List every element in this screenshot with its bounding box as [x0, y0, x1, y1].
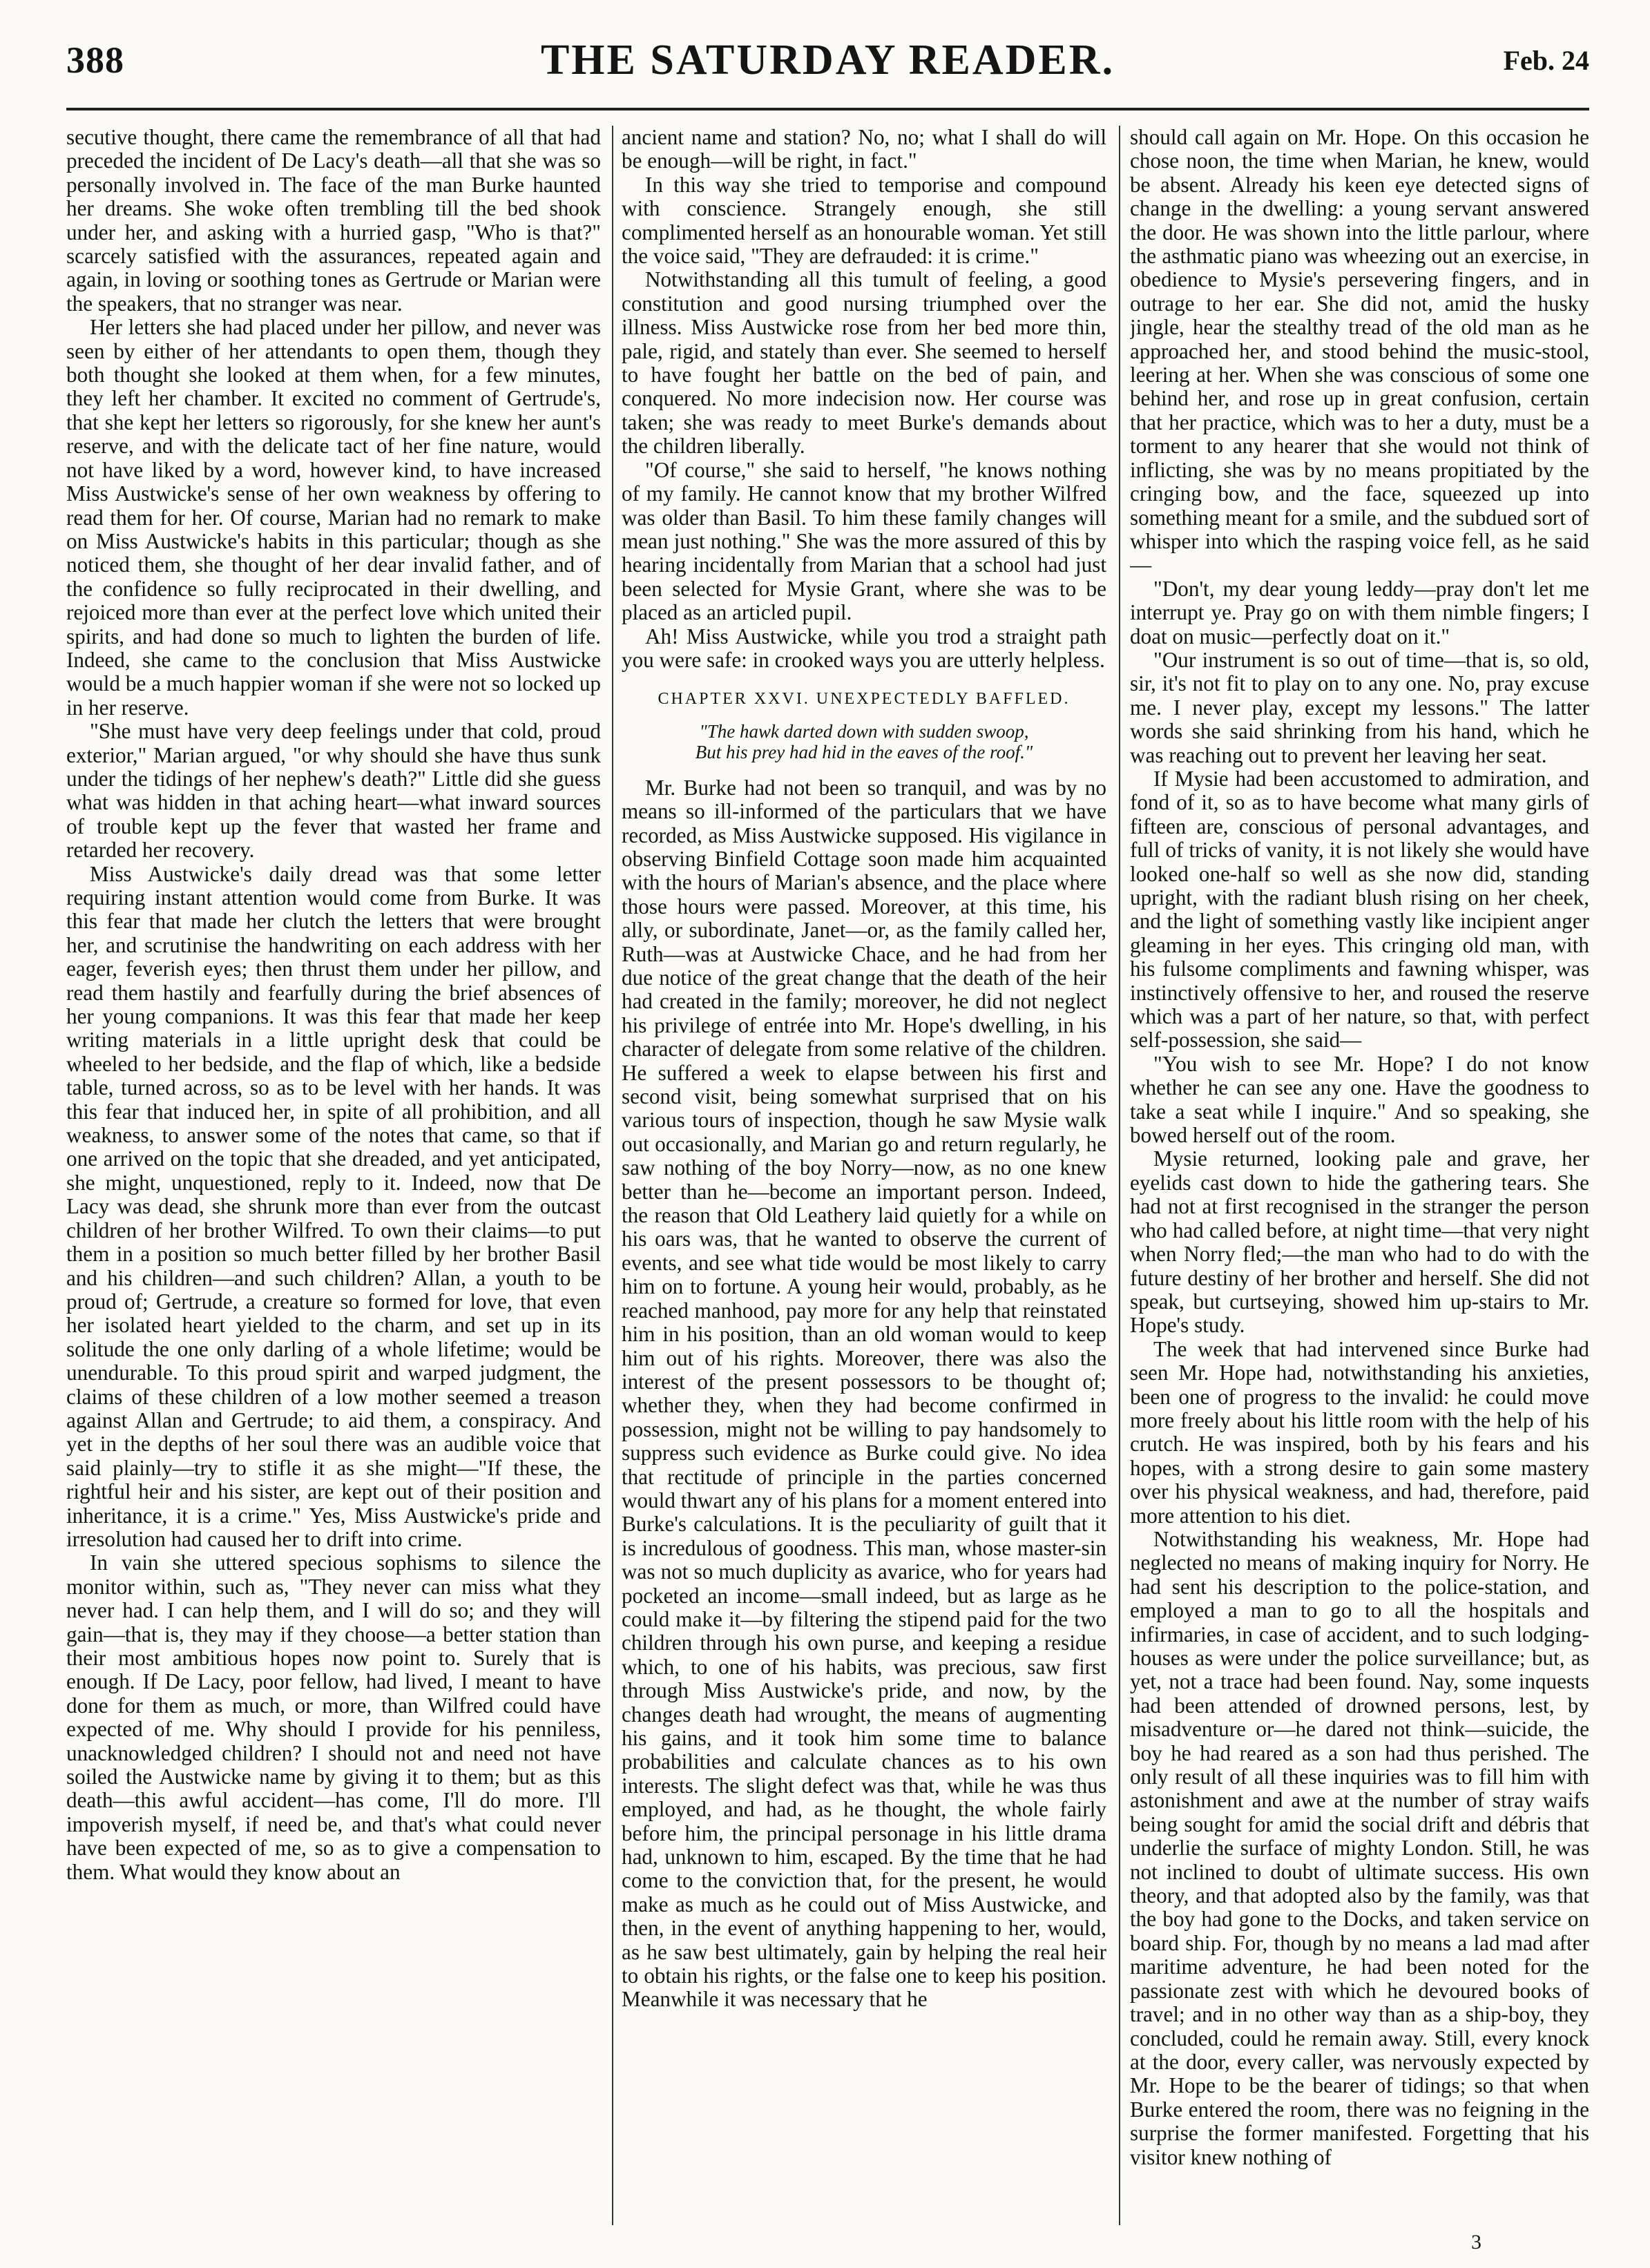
epigraph-line: "The hawk darted down with sudden swoop,: [699, 720, 1029, 742]
paragraph: The week that had intervened since Burke had seen Mr. Hope had, notwithstanding his anxieties, been one of progress to the invalid: he could move more freely about his little room with the help of his crutch. He was inspired, both by his fears and his hopes, with a strong desire to gain some mastery over his physical weakness, and had, therefore, paid more attention to his diet.: [1130, 1336, 1589, 1528]
text-column-3: [1130, 126, 1589, 2225]
paragraph: Ah! Miss Austwicke, while you trod a straight path you were safe: in crooked ways you are utterly helpless.: [622, 624, 1106, 672]
paragraph: "Of course," she said to herself, "he knows nothing of my family. He cannot know that my brother Wilfred was older than Basil. To him these family changes will mean just nothing." She was the more assured of this by hearing incidentally from Marian that a school had just been selected for Mysie Grant, where she was to be placed as an articled pupil.: [622, 457, 1106, 625]
paragraph: Notwithstanding his weakness, Mr. Hope had neglected no means of making inquiry for Norry. He had sent his description to the police-station, and employed a man to go to all the hospitals and infirmaries, in case of accident, and to such lodging-houses as were under the police surveillance; but, as yet, not a trace had been found. Nay, some inquests had been attended of drowned persons, lest, by misadventure or—he dared not think—suicide, the boy he had reared as a son had thus perished. The only result of all these inquiries was to fill him with astonishment and awe at the number of stray waifs being sought for amid the social drift and débris that underlie the surface of mighty London. Still, he was not inclined to doubt of ultimate success. His own theory, and that adopted also by the family, was that the boy had gone to the Docks, and taken service on board ship. For, though by no means a lad mad after maritime adventure, he had been noted for the passionate zest with which he devoured books of travel; and in no other way than as a ship-boy, they concluded, could he remain away. Still, every knock at the door, every caller, was nervously expected by Mr. Hope to be the bearer of tidings; so that when Burke entered the room, there was no feigning in the surprise the former manifested. Forgetting that his visitor knew nothing of: [1130, 1526, 1589, 2169]
paragraph: "Our instrument is so out of time—that is, so old, sir, it's not fit to play on to any one. No, pray excuse me. I never play, except my lessons." The latter words she said shrinking from his hand, which he was reaching out to prevent her leaving her seat.: [1130, 647, 1589, 767]
paragraph: Mysie returned, looking pale and grave, her eyelids cast down to hide the gathering tears. She had not at first recognised in the stranger the person who had called before, at night time—that very night when Norry fled;—the man who had to do with the future destiny of her brother and herself. She did not speak, but curtseying, showed him up-stairs to Mr. Hope's study.: [1130, 1146, 1589, 1338]
signature-mark: 3: [1471, 2231, 1481, 2253]
issue-date: Feb. 24: [1503, 45, 1589, 76]
paragraph: "You wish to see Mr. Hope? I do not know whether he can see any one. Have the goodness to take a seat while I inquire." And so speaking, she bowed herself out of the room.: [1130, 1051, 1589, 1148]
paragraph: In vain she uttered specious sophisms to silence the monitor within, such as, "They never can miss what they never had. I can help them, and I will do so; and they will gain—that is, they may if they choose—a better station than their most ambitious hopes now point to. Surely that is enough. If De Lacy, poor fellow, had lived, I meant to have done for them as much, or more, than Wilfred could have expected of me. Why should I provide for his penniless, unacknowledged children? I should not and need not have soiled the Austwicke name by giving it to them; but as this death—this awful accident—has come, I'll do more. I'll impoverish myself, if need be, and that's what could never have been expected of me, so as to give a compensation to them. What would they know about an: [66, 1550, 601, 1884]
chapter-heading: CHAPTER XXVI. UNEXPECTEDLY BAFFLED.: [658, 690, 1071, 709]
running-head: [66, 36, 1589, 102]
epigraph: [649, 721, 1079, 762]
text-column-2: [622, 126, 1106, 2225]
paragraph: secutive thought, there came the remembrance of all that had preceded the incident of De Lacy's death—all that she was so personally involved in. The face of the man Burke haunted her dreams. She woke often trembling till the bed shook under her, and asking with a hurried gasp, "Who is that?" scarcely satisfied with the assurances, repeated again and again, in loving or soothing tones as Gertrude or Marian were the speakers, that no stranger was near.: [66, 126, 601, 316]
header-rule: [66, 108, 1589, 110]
paragraph: ancient name and station? No, no; what I shall do will be enough—will be right, in fact.": [622, 126, 1106, 173]
paragraph: Notwithstanding all this tumult of feeling, a good constitution and good nursing triumphed over the illness. Miss Austwicke rose from her bed more thin, pale, rigid, and stately than ever. She seemed to herself to have fought her battle on the bed of pain, and conquered. No more indecision now. Her course was taken; she was ready to meet Burke's demands about the children liberally.: [622, 267, 1106, 459]
paragraph: In this way she tried to temporise and compound with conscience. Strangely enough, she still complimented herself as an honourable woman. Yet still the voice said, "They are defrauded: it is crime.": [622, 172, 1106, 269]
column-divider: [1119, 126, 1120, 2225]
paragraph: If Mysie had been accustomed to admiration, and fond of it, so as to have become what many girls of fifteen are, conscious of personal advantages, and full of tricks of vanity, it is not likely she would have looked one-half so well as she now did, standing upright, with the radiant blush rising on her cheek, and the light of something vastly like incipient anger gleaming in her eyes. This cringing old man, with his fulsome compliments and fawning whisper, was instinctively offensive to her, and roused the reserve which was a part of her nature, so that, with perfect self-possession, she said—: [1130, 766, 1589, 1053]
page-number: 388: [66, 39, 124, 81]
column-divider: [612, 126, 613, 2225]
paragraph: "Don't, my dear young leddy—pray don't let me interrupt ye. Pray go on with them nimble fingers; I doat on music—perfectly doat on it.": [1130, 576, 1589, 648]
paragraph: Her letters she had placed under her pillow, and never was seen by either of her attendants to open them, though they both thought she looked at them when, for a few minutes, they left her chamber. It excited no comment of Gertrude's, that she kept her letters so rigorously, for she knew her aunt's reserve, and with the delicate tact of her fine nature, would not have liked by a word, however kind, to have increased Miss Austwicke's sense of her own weakness by offering to read them for her. Of course, Marian had no remark to make on Miss Austwicke's habits in this particular; though as she noticed them, she thought of her dear invalid father, and of the confidence so fully reciprocated in their dwelling, and rejoiced more than ever at the perfect love which united their spirits, and had done so much to lighten the burden of life. Indeed, she came to the conclusion that Miss Austwicke would be a much happier woman if she were not so locked up in her reserve.: [66, 315, 601, 720]
paragraph: Miss Austwicke's daily dread was that some letter requiring instant attention would come from Burke. It was this fear that made her clutch the letters that were brought her, and scrutinise the handwriting on each address with her eager, feverish eyes; then thrust them under her pillow, and read them hastily and fearfully during the brief absences of her young companions. It was this fear that made her keep writing materials in a little upright desk that could be wheeled to her bedside, and the flap of which, like a bedside table, turned across, so as to be level with her hands. It was this fear that induced her, in spite of all prohibition, and all weakness, to answer some of the notes that came, so that if one arrived on the topic that she dreaded, and yet anticipated, she might, unquestioned, reply to it. Indeed, now that De Lacy was dead, she shrunk more than ever from the outcast children of her brother Wilfred. To own their claims—to put them in a position so much better filled by her brother Basil and his children—and such children? Allan, a youth to be proud of; Gertrude, a creature so formed for love, that even her isolated heart yielded to the charm, and set up in its solitude the one only darling of a whole lifetime; would be unendurable. To this proud spirit and warped judgment, the claims of these children of a low mother seemed a treason against Allan and Gertrude; to aid them, a conspiracy. And yet in the depths of her soul there was an audible voice that said plainly—try to stifle it as she might—"If these, the rightful heir and his sister, are kept out of their position and inheritance, it is a crime." Yes, Miss Austwicke's pride and irresolution had caused her to drift into crime.: [66, 861, 601, 1551]
paragraph: should call again on Mr. Hope. On this occasion he chose noon, the time when Marian, he knew, would be absent. Already his keen eye detected signs of change in the dwelling: a young servant answered the door. He was shown into the little parlour, where the asthmatic piano was wheezing out an exercise, in obedience to Mysie's persevering fingers, and in outrage to her ear. She did not, amid the husky jingle, hear the stealthy tread of the old man as he approached her, and stood behind the music-stool, leering at her. When she was conscious of some one behind her, and rose up in great confusion, certain that her practice, which was to her a duty, must be a torment to any hearer that she would not think of inflicting, she was by no means propitiated by the cringing bow, and the face, squeezed up into something meant for a smile, and the subdued sort of whisper into which the rasping voice fell, as he said—: [1130, 126, 1589, 577]
publication-title: THE SATURDAY READER.: [540, 37, 1115, 84]
paragraph: Mr. Burke had not been so tranquil, and was by no means so ill-informed of the particulars that we have recorded, as Miss Austwicke supposed. His vigilance in observing Binfield Cottage soon made him acquainted with the hours of Marian's absence, and the place where those hours were passed. Moreover, at this time, his ally, or subordinate, Janet—or, as the family called her, Ruth—was at Austwicke Chace, and he had from her due notice of the great change that the death of the heir had created in the family; moreover, he did not neglect his privilege of entrée into Mr. Hope's dwelling, in his character of delegate from some relative of the children. He suffered a week to elapse between his first and second visit, being somewhat surprised that on his various tours of inspection, though he saw Mysie walk out occasionally, and Marian go and return regularly, he saw nothing of the boy Norry—now, as no one knew better than he—become an important person. Indeed, the reason that Old Leathery laid quietly for a while on his oars was, that he wanted to observe the current of events, and see what tide would be most likely to carry him on to fortune. A young heir would, probably, as he reached manhood, pay more for any help that reinstated him in his position, than an old woman would to keep him out of his rights. Moreover, there was also the interest of the present possessors to be thought of; whether they, when they had become confirmed in possession, might not be willing to pay handsomely to suppress such evidence as Burke could give. No idea that rectitude of principle in the parties concerned would thwart any of his plans for a moment entered into Burke's calculations. It is the peculiarity of guilt that it is incredulous of goodness. This man, whose master-sin was not so much duplicity as avarice, who for years had pocketed an income—small indeed, but as large as he could make it—by filtering the stipend paid for the two children through his own purse, and keeping a residue which, to one of his habits, was precious, saw first through Miss Austwicke's pride, and now, by the changes death had wrought, the means of augmenting his gains, and it took him some time to balance probabilities and calculate chances as to his own interests. The slight defect was that, while he was thus employed, and had, as he thought, the whole fairly before him, the principal personage in his little drama had, unknown to him, escaped. By the time that he had come to the conviction that, for the present, he would make as much as he could out of Miss Austwicke, and then, in the event of anything happening to her, would, as he saw best ultimately, gain by helping the real heir to obtain his rights, or the false one to keep his position. Meanwhile it was necessary that he: [622, 775, 1106, 2012]
epigraph-line: But his prey had hid in the eaves of the roof.": [695, 741, 1033, 762]
text-column-1: [66, 126, 601, 2225]
paragraph: "She must have very deep feelings under that cold, proud exterior," Marian argued, "or why should she have thus sunk under the tidings of her nephew's death?" Little did she guess what was hidden in that aching heart—what inward sources of trouble kept up the fever that wasted her frame and retarded her recovery.: [66, 719, 601, 863]
